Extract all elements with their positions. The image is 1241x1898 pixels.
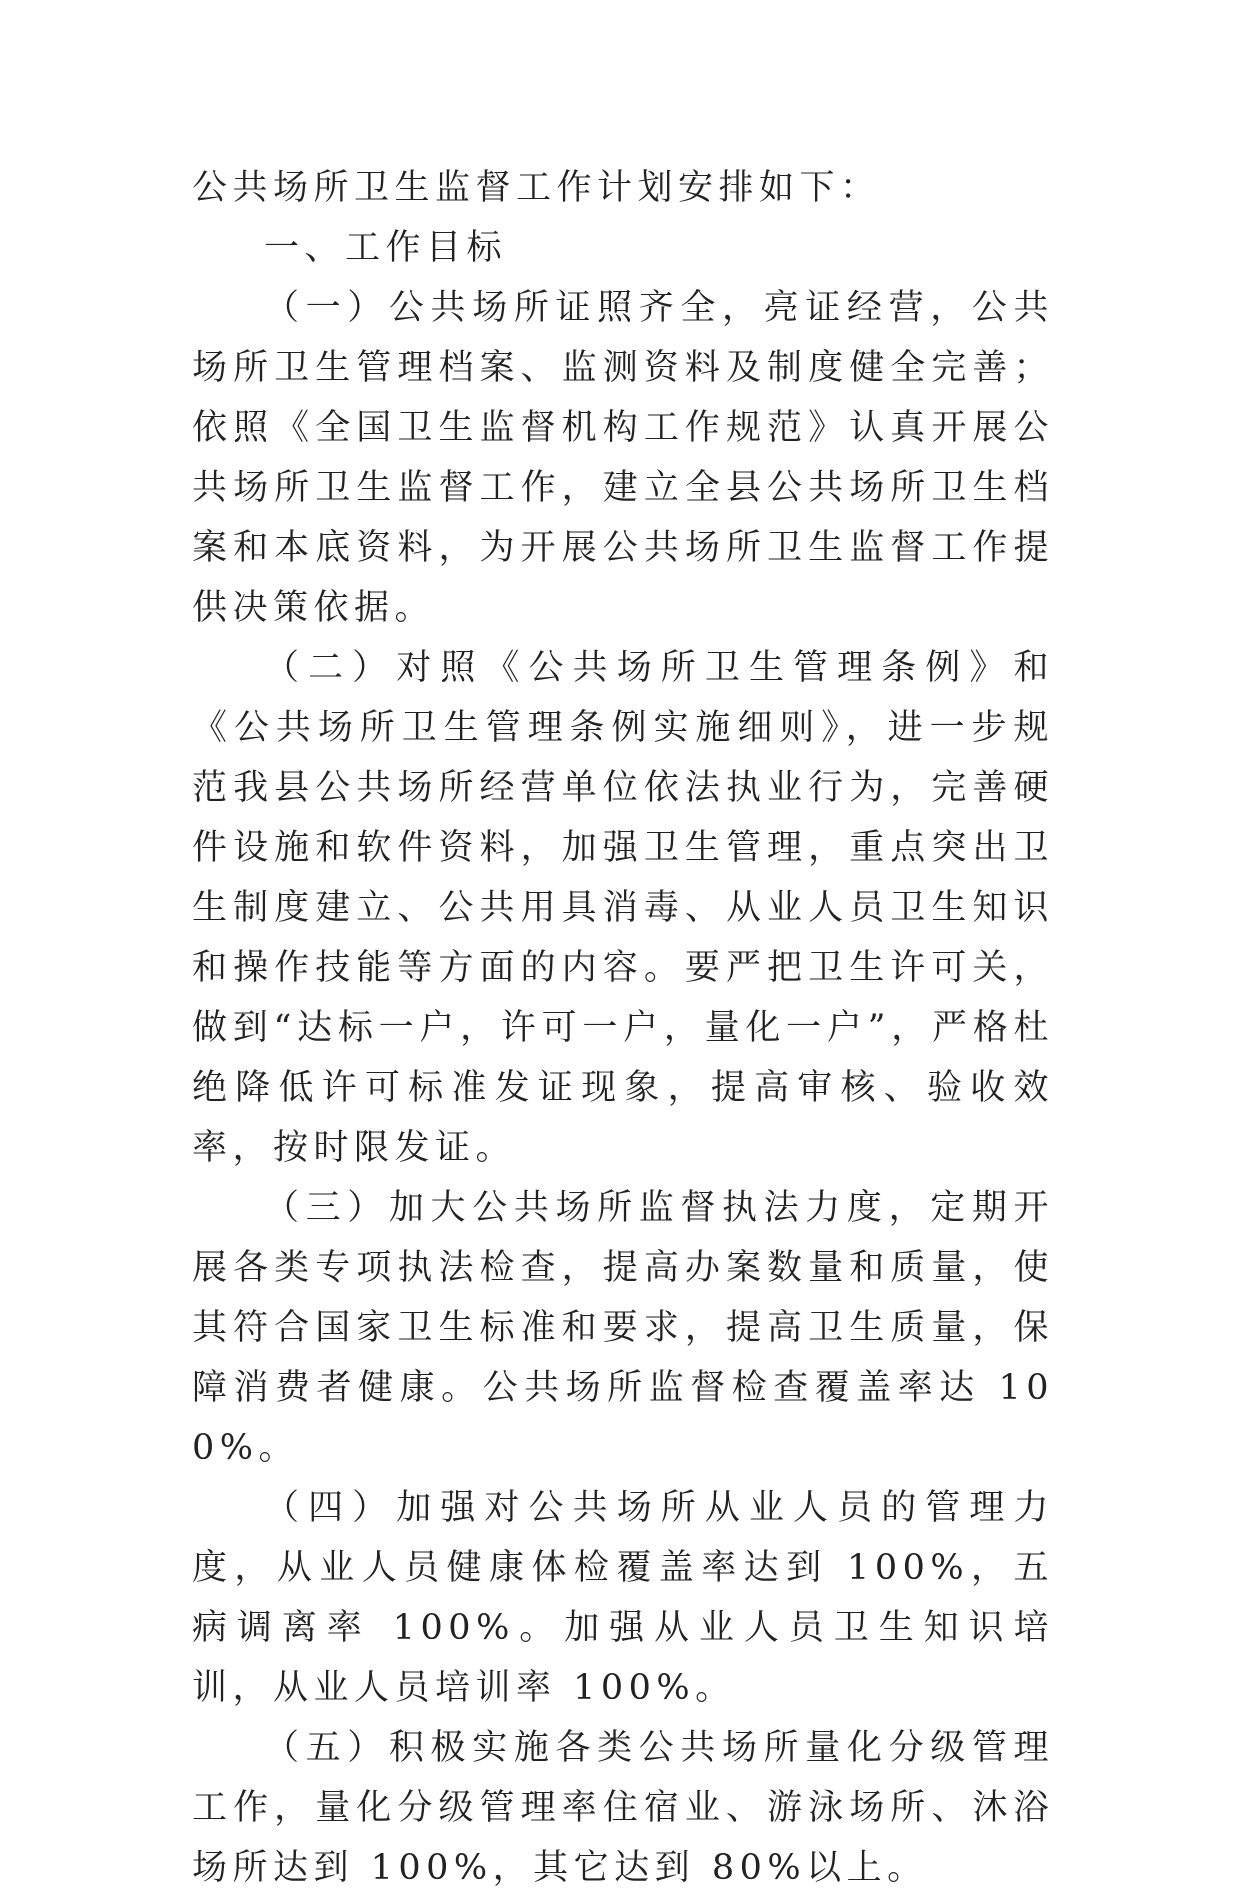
goal-paragraph-3: （三）加大公共场所监督执法力度，定期开展各类专项执法检查，提高办案数量和质量，使其符合国家卫生标准和要求，提高卫生质量，保障消费者健康。公共场所监督检查覆盖率达 100%。 xyxy=(192,1188,1054,1468)
goal-paragraph-2: （二）对照《公共场所卫生管理条例》和《公共场所卫生管理条例实施细则》，进一步规范我县公共场所经营单位依法执业行为，完善硬件设施和软件资料，加强卫生管理，重点突出卫生制度建立、公共用具消毒、从业人员卫生知识和操作技能等方面的内容。要严把卫生许可关，做到“达标一户，许可一户，量化一户”，严格杜绝降低许可标准发证现象，提高审核、验收效率，按时限发证。 xyxy=(192,648,1054,1168)
document-body xyxy=(192,158,1054,1898)
goal-paragraph-1: （一）公共场所证照齐全，亮证经营，公共场所卫生管理档案、监测资料及制度健全完善；依照《全国卫生监督机构工作规范》认真开展公共场所卫生监督工作，建立全县公共场所卫生档案和本底资料，为开展公共场所卫生监督工作提供决策依据。 xyxy=(192,288,1054,628)
intro-paragraph: 公共场所卫生监督工作计划安排如下： xyxy=(192,168,881,208)
goal-paragraph-4: （四）加强对公共场所从业人员的管理力度，从业人员健康体检覆盖率达到 100%，五病调离率 100%。加强从业人员卫生知识培训，从业人员培训率 100%。 xyxy=(192,1488,1054,1708)
section-heading-work-goals: 一、工作目标 xyxy=(264,228,508,268)
goal-paragraph-5: （五）积极实施各类公共场所量化分级管理工作，量化分级管理率住宿业、游泳场所、沐浴场所达到 100%，其它达到 80%以上。 xyxy=(192,1728,1054,1888)
